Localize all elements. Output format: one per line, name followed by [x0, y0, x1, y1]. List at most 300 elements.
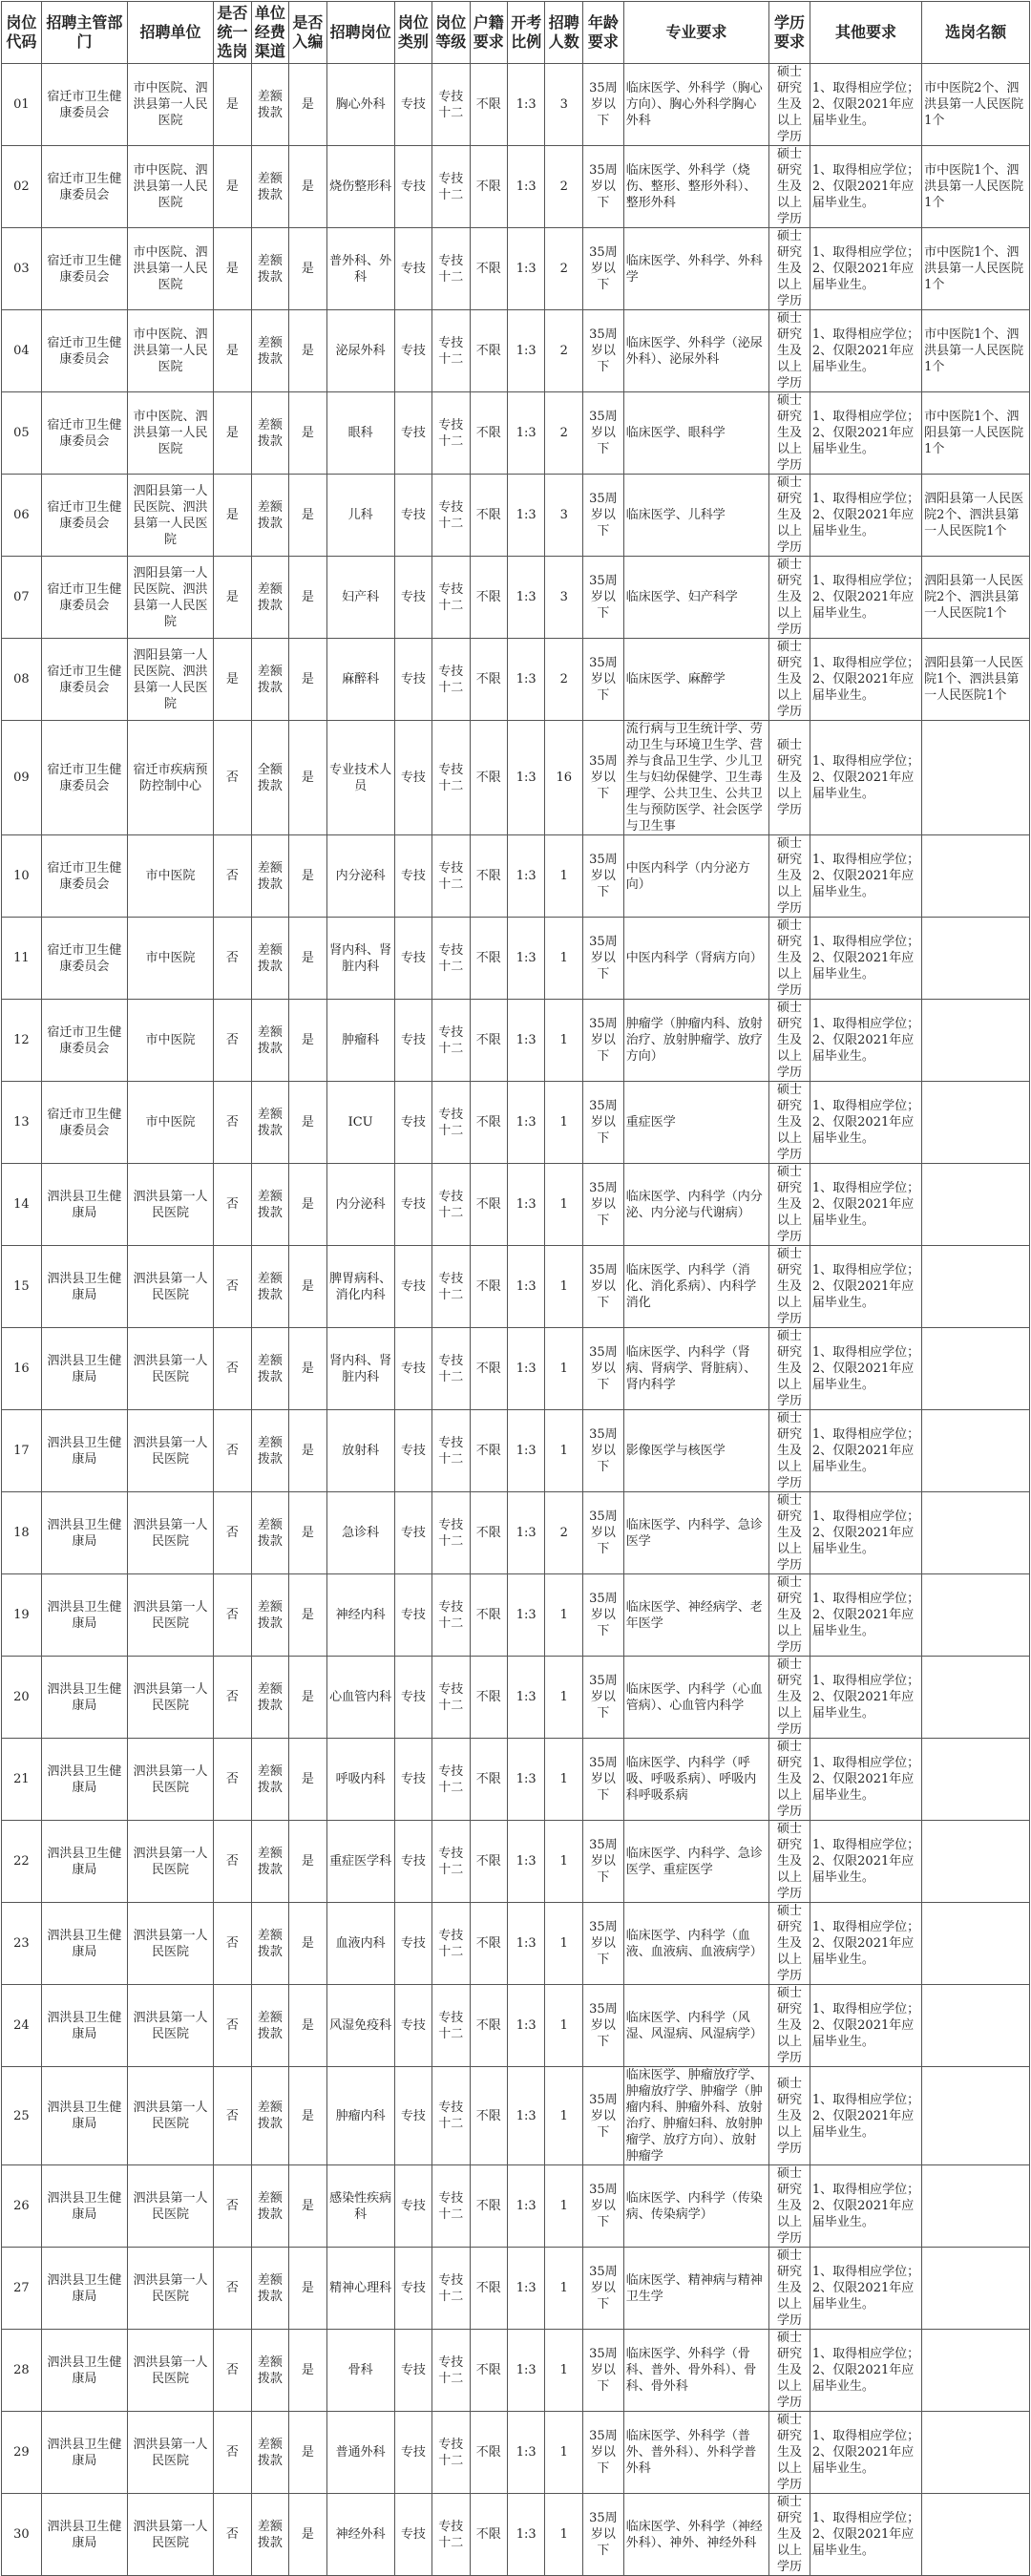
cell-quota [922, 1492, 1030, 1574]
cell-unified: 否 [214, 2330, 251, 2412]
cell-level: 专技十二 [432, 1574, 470, 1657]
cell-num: 1 [545, 2248, 582, 2330]
table-body [2, 64, 1030, 2576]
cell-edu: 硕士研究生及以上学历 [769, 2067, 810, 2165]
cell-edu: 硕士研究生及以上学历 [769, 1410, 810, 1492]
cell-unified: 是 [214, 392, 251, 475]
cell-unit: 市中医院、泗洪县第一人民医院 [127, 146, 213, 228]
column-header-cat: 岗位类别 [394, 2, 431, 64]
cell-post: 内分泌科 [326, 835, 394, 918]
cell-level: 专技十二 [432, 1821, 470, 1903]
cell-unit: 泗洪县第一人民医院 [127, 1164, 213, 1246]
cell-cat: 专技 [394, 2067, 431, 2165]
cell-unified: 否 [214, 1821, 251, 1903]
cell-edu: 硕士研究生及以上学历 [769, 228, 810, 310]
cell-unit: 市中医院、泗洪县第一人民医院 [127, 64, 213, 146]
cell-major: 临床医学、外科学（骨科、普外、骨外科）、骨科、骨外科 [623, 2330, 768, 2412]
cell-other: 1、取得相应学位；2、仅限2021年应届毕业生。 [810, 228, 921, 310]
cell-cat: 专技 [394, 2330, 431, 2412]
cell-other: 1、取得相应学位；2、仅限2021年应届毕业生。 [810, 64, 921, 146]
cell-hukou: 不限 [470, 1574, 507, 1657]
cell-funding: 差额拨款 [251, 146, 288, 228]
table-row [2, 1739, 1030, 1821]
cell-other: 1、取得相应学位；2、仅限2021年应届毕业生。 [810, 2067, 921, 2165]
table-row [2, 1492, 1030, 1574]
cell-hukou: 不限 [470, 146, 507, 228]
cell-hukou: 不限 [470, 2067, 507, 2165]
cell-dept: 泗洪县卫生健康局 [41, 1657, 127, 1739]
cell-num: 1 [545, 2165, 582, 2248]
cell-unit: 泗洪县第一人民医院 [127, 2248, 213, 2330]
cell-code: 19 [2, 1574, 42, 1657]
cell-cat: 专技 [394, 557, 431, 639]
cell-funding: 差额拨款 [251, 1164, 288, 1246]
cell-age: 35周岁以下 [582, 146, 623, 228]
cell-age: 35周岁以下 [582, 835, 623, 918]
cell-major: 临床医学、内科学（传染病、传染病学） [623, 2165, 768, 2248]
cell-post: 肿瘤内科 [326, 2067, 394, 2165]
cell-post: 呼吸内科 [326, 1739, 394, 1821]
cell-unit: 泗阳县第一人民医院、泗洪县第一人民医院 [127, 639, 213, 721]
cell-ratio: 1:3 [508, 1492, 545, 1574]
cell-dept: 宿迁市卫生健康委员会 [41, 146, 127, 228]
cell-ratio: 1:3 [508, 310, 545, 392]
cell-quota [922, 2494, 1030, 2576]
cell-hukou: 不限 [470, 2330, 507, 2412]
cell-hukou: 不限 [470, 2412, 507, 2494]
cell-cat: 专技 [394, 2165, 431, 2248]
cell-major: 临床医学、儿科学 [623, 475, 768, 557]
cell-post: 精神心理科 [326, 2248, 394, 2330]
cell-code: 22 [2, 1821, 42, 1903]
cell-major: 临床医学、精神病与精神卫生学 [623, 2248, 768, 2330]
cell-unit: 泗洪县第一人民医院 [127, 1985, 213, 2067]
cell-hukou: 不限 [470, 310, 507, 392]
cell-staff: 是 [289, 1903, 326, 1985]
cell-other: 1、取得相应学位；2、仅限2021年应届毕业生。 [810, 1164, 921, 1246]
cell-staff: 是 [289, 639, 326, 721]
cell-level: 专技十二 [432, 918, 470, 1000]
cell-dept: 宿迁市卫生健康委员会 [41, 392, 127, 475]
table-row [2, 639, 1030, 721]
cell-cat: 专技 [394, 310, 431, 392]
cell-hukou: 不限 [470, 392, 507, 475]
cell-hukou: 不限 [470, 2494, 507, 2576]
cell-cat: 专技 [394, 835, 431, 918]
cell-ratio: 1:3 [508, 1985, 545, 2067]
cell-dept: 宿迁市卫生健康委员会 [41, 639, 127, 721]
cell-unified: 否 [214, 1985, 251, 2067]
table-row [2, 835, 1030, 918]
column-header-funding: 单位经费渠道 [251, 2, 288, 64]
cell-funding: 差额拨款 [251, 2494, 288, 2576]
cell-dept: 泗洪县卫生健康局 [41, 1246, 127, 1328]
cell-hukou: 不限 [470, 639, 507, 721]
cell-age: 35周岁以下 [582, 1821, 623, 1903]
cell-major: 临床医学、内科学（消化、消化系病）、内科学消化 [623, 1246, 768, 1328]
cell-unit: 泗洪县第一人民医院 [127, 2412, 213, 2494]
cell-post: 血液内科 [326, 1903, 394, 1985]
cell-unified: 否 [214, 2067, 251, 2165]
cell-staff: 是 [289, 1328, 326, 1410]
cell-funding: 差额拨款 [251, 2412, 288, 2494]
cell-edu: 硕士研究生及以上学历 [769, 2330, 810, 2412]
cell-edu: 硕士研究生及以上学历 [769, 2494, 810, 2576]
cell-quota [922, 918, 1030, 1000]
cell-post: 神经外科 [326, 2494, 394, 2576]
cell-unified: 否 [214, 1574, 251, 1657]
cell-num: 3 [545, 475, 582, 557]
cell-unified: 否 [214, 1246, 251, 1328]
cell-edu: 硕士研究生及以上学历 [769, 1164, 810, 1246]
cell-age: 35周岁以下 [582, 2248, 623, 2330]
cell-num: 1 [545, 1739, 582, 1821]
cell-code: 01 [2, 64, 42, 146]
cell-edu: 硕士研究生及以上学历 [769, 392, 810, 475]
cell-edu: 硕士研究生及以上学历 [769, 1739, 810, 1821]
cell-level: 专技十二 [432, 1410, 470, 1492]
cell-cat: 专技 [394, 2412, 431, 2494]
cell-dept: 泗洪县卫生健康局 [41, 1410, 127, 1492]
cell-edu: 硕士研究生及以上学历 [769, 146, 810, 228]
cell-funding: 差额拨款 [251, 310, 288, 392]
cell-ratio: 1:3 [508, 1000, 545, 1082]
cell-major: 临床医学、内科学（风湿、风湿病、风湿病学） [623, 1985, 768, 2067]
cell-num: 2 [545, 1492, 582, 1574]
cell-dept: 泗洪县卫生健康局 [41, 1821, 127, 1903]
cell-unified: 否 [214, 2494, 251, 2576]
cell-age: 35周岁以下 [582, 1657, 623, 1739]
cell-num: 1 [545, 1000, 582, 1082]
cell-age: 35周岁以下 [582, 1903, 623, 1985]
cell-cat: 专技 [394, 1000, 431, 1082]
cell-quota: 泗阳县第一人民医院2个、泗洪县第一人民医院1个 [922, 557, 1030, 639]
cell-age: 35周岁以下 [582, 1985, 623, 2067]
cell-cat: 专技 [394, 64, 431, 146]
cell-funding: 差额拨款 [251, 1246, 288, 1328]
cell-ratio: 1:3 [508, 228, 545, 310]
cell-unified: 否 [214, 1000, 251, 1082]
cell-cat: 专技 [394, 392, 431, 475]
cell-post: 骨科 [326, 2330, 394, 2412]
table-row [2, 918, 1030, 1000]
cell-age: 35周岁以下 [582, 1410, 623, 1492]
cell-cat: 专技 [394, 2248, 431, 2330]
cell-ratio: 1:3 [508, 1164, 545, 1246]
cell-ratio: 1:3 [508, 1082, 545, 1164]
cell-level: 专技十二 [432, 2248, 470, 2330]
cell-code: 12 [2, 1000, 42, 1082]
cell-code: 03 [2, 228, 42, 310]
cell-unified: 否 [214, 2248, 251, 2330]
cell-age: 35周岁以下 [582, 310, 623, 392]
cell-other: 1、取得相应学位；2、仅限2021年应届毕业生。 [810, 2330, 921, 2412]
cell-dept: 宿迁市卫生健康委员会 [41, 918, 127, 1000]
cell-unified: 否 [214, 1492, 251, 1574]
cell-funding: 差额拨款 [251, 1739, 288, 1821]
cell-cat: 专技 [394, 721, 431, 835]
cell-funding: 全额拨款 [251, 721, 288, 835]
cell-hukou: 不限 [470, 918, 507, 1000]
cell-post: 脾胃病科、消化内科 [326, 1246, 394, 1328]
column-header-unified: 是否统一选岗 [214, 2, 251, 64]
cell-cat: 专技 [394, 1492, 431, 1574]
column-header-unit: 招聘单位 [127, 2, 213, 64]
cell-unified: 是 [214, 557, 251, 639]
cell-staff: 是 [289, 2330, 326, 2412]
cell-ratio: 1:3 [508, 2165, 545, 2248]
cell-other: 1、取得相应学位；2、仅限2021年应届毕业生。 [810, 310, 921, 392]
cell-num: 1 [545, 1328, 582, 1410]
cell-unified: 否 [214, 918, 251, 1000]
cell-unified: 否 [214, 835, 251, 918]
table-row [2, 1246, 1030, 1328]
table-header [2, 2, 1030, 64]
cell-post: 肿瘤科 [326, 1000, 394, 1082]
cell-cat: 专技 [394, 1903, 431, 1985]
cell-funding: 差额拨款 [251, 64, 288, 146]
table-row [2, 721, 1030, 835]
cell-post: 儿科 [326, 475, 394, 557]
cell-unified: 是 [214, 146, 251, 228]
cell-staff: 是 [289, 2412, 326, 2494]
cell-level: 专技十二 [432, 392, 470, 475]
cell-ratio: 1:3 [508, 2412, 545, 2494]
cell-edu: 硕士研究生及以上学历 [769, 1000, 810, 1082]
cell-code: 26 [2, 2165, 42, 2248]
cell-quota [922, 1082, 1030, 1164]
cell-age: 35周岁以下 [582, 1739, 623, 1821]
cell-post: 心血管内科 [326, 1657, 394, 1739]
cell-major: 临床医学、外科学（普外、普外科）、外科学普外科 [623, 2412, 768, 2494]
cell-age: 35周岁以下 [582, 2494, 623, 2576]
cell-other: 1、取得相应学位；2、仅限2021年应届毕业生。 [810, 2165, 921, 2248]
cell-major: 中医内科学（内分泌方向） [623, 835, 768, 918]
cell-dept: 宿迁市卫生健康委员会 [41, 475, 127, 557]
cell-unit: 泗洪县第一人民医院 [127, 1574, 213, 1657]
cell-funding: 差额拨款 [251, 2067, 288, 2165]
cell-funding: 差额拨款 [251, 1492, 288, 1574]
cell-quota [922, 1821, 1030, 1903]
cell-cat: 专技 [394, 228, 431, 310]
cell-hukou: 不限 [470, 64, 507, 146]
cell-num: 1 [545, 2067, 582, 2165]
cell-hukou: 不限 [470, 1985, 507, 2067]
cell-post: 感染性疾病科 [326, 2165, 394, 2248]
cell-staff: 是 [289, 1082, 326, 1164]
cell-post: 泌尿外科 [326, 310, 394, 392]
table-row [2, 2248, 1030, 2330]
cell-edu: 硕士研究生及以上学历 [769, 918, 810, 1000]
column-header-hukou: 户籍要求 [470, 2, 507, 64]
cell-dept: 泗洪县卫生健康局 [41, 1985, 127, 2067]
cell-funding: 差额拨款 [251, 2165, 288, 2248]
cell-staff: 是 [289, 1985, 326, 2067]
cell-quota [922, 1000, 1030, 1082]
cell-num: 1 [545, 1985, 582, 2067]
cell-ratio: 1:3 [508, 392, 545, 475]
cell-level: 专技十二 [432, 835, 470, 918]
cell-code: 18 [2, 1492, 42, 1574]
cell-edu: 硕士研究生及以上学历 [769, 1492, 810, 1574]
cell-quota [922, 1246, 1030, 1328]
cell-staff: 是 [289, 392, 326, 475]
cell-age: 35周岁以下 [582, 721, 623, 835]
cell-ratio: 1:3 [508, 2494, 545, 2576]
cell-post: 麻醉科 [326, 639, 394, 721]
cell-unit: 泗阳县第一人民医院、泗洪县第一人民医院 [127, 557, 213, 639]
cell-num: 2 [545, 146, 582, 228]
cell-level: 专技十二 [432, 2165, 470, 2248]
column-header-ratio: 开考比例 [508, 2, 545, 64]
cell-ratio: 1:3 [508, 639, 545, 721]
cell-cat: 专技 [394, 1246, 431, 1328]
cell-level: 专技十二 [432, 1164, 470, 1246]
column-header-other: 其他要求 [810, 2, 921, 64]
cell-code: 13 [2, 1082, 42, 1164]
cell-post: 放射科 [326, 1410, 394, 1492]
cell-level: 专技十二 [432, 475, 470, 557]
cell-quota [922, 1328, 1030, 1410]
cell-num: 1 [545, 1821, 582, 1903]
cell-quota: 市中医院1个、泗洪县第一人民医院1个 [922, 310, 1030, 392]
cell-hukou: 不限 [470, 1739, 507, 1821]
cell-quota [922, 2412, 1030, 2494]
cell-funding: 差额拨款 [251, 557, 288, 639]
cell-quota [922, 1410, 1030, 1492]
cell-quota [922, 1574, 1030, 1657]
cell-cat: 专技 [394, 146, 431, 228]
cell-num: 1 [545, 835, 582, 918]
cell-major: 临床医学、妇产科学 [623, 557, 768, 639]
cell-unit: 泗洪县第一人民医院 [127, 1903, 213, 1985]
cell-cat: 专技 [394, 1657, 431, 1739]
cell-cat: 专技 [394, 1082, 431, 1164]
cell-level: 专技十二 [432, 2494, 470, 2576]
table-row [2, 1574, 1030, 1657]
cell-num: 1 [545, 918, 582, 1000]
cell-unit: 泗洪县第一人民医院 [127, 1410, 213, 1492]
cell-quota [922, 2165, 1030, 2248]
cell-hukou: 不限 [470, 228, 507, 310]
cell-num: 2 [545, 392, 582, 475]
cell-dept: 泗洪县卫生健康局 [41, 1164, 127, 1246]
cell-staff: 是 [289, 1000, 326, 1082]
cell-ratio: 1:3 [508, 1410, 545, 1492]
cell-other: 1、取得相应学位；2、仅限2021年应届毕业生。 [810, 721, 921, 835]
cell-num: 1 [545, 2330, 582, 2412]
cell-edu: 硕士研究生及以上学历 [769, 639, 810, 721]
cell-dept: 宿迁市卫生健康委员会 [41, 557, 127, 639]
cell-unit: 泗阳县第一人民医院、泗洪县第一人民医院 [127, 475, 213, 557]
cell-quota: 泗阳县第一人民医院1个、泗洪县第一人民医院1个 [922, 639, 1030, 721]
cell-quota: 市中医院2个、泗洪县第一人民医院1个 [922, 64, 1030, 146]
cell-level: 专技十二 [432, 1492, 470, 1574]
cell-other: 1、取得相应学位；2、仅限2021年应届毕业生。 [810, 2248, 921, 2330]
cell-edu: 硕士研究生及以上学历 [769, 1985, 810, 2067]
cell-staff: 是 [289, 1164, 326, 1246]
cell-edu: 硕士研究生及以上学历 [769, 2412, 810, 2494]
cell-dept: 泗洪县卫生健康局 [41, 2248, 127, 2330]
cell-level: 专技十二 [432, 1985, 470, 2067]
cell-dept: 宿迁市卫生健康委员会 [41, 228, 127, 310]
cell-unit: 宿迁市疾病预防控制中心 [127, 721, 213, 835]
cell-ratio: 1:3 [508, 2067, 545, 2165]
cell-num: 1 [545, 1082, 582, 1164]
cell-staff: 是 [289, 64, 326, 146]
cell-unified: 是 [214, 228, 251, 310]
cell-other: 1、取得相应学位；2、仅限2021年应届毕业生。 [810, 557, 921, 639]
cell-other: 1、取得相应学位；2、仅限2021年应届毕业生。 [810, 2494, 921, 2576]
cell-staff: 是 [289, 2248, 326, 2330]
cell-age: 35周岁以下 [582, 228, 623, 310]
column-header-post: 招聘岗位 [326, 2, 394, 64]
cell-level: 专技十二 [432, 2412, 470, 2494]
cell-age: 35周岁以下 [582, 475, 623, 557]
cell-code: 17 [2, 1410, 42, 1492]
cell-major: 临床医学、内科学、急诊医学、重症医学 [623, 1821, 768, 1903]
cell-ratio: 1:3 [508, 1657, 545, 1739]
cell-age: 35周岁以下 [582, 1082, 623, 1164]
table-row [2, 228, 1030, 310]
table-row [2, 1328, 1030, 1410]
cell-ratio: 1:3 [508, 1739, 545, 1821]
cell-unit: 市中医院、泗洪县第一人民医院 [127, 310, 213, 392]
cell-major: 临床医学、外科学（烧伤、整形、整形外科）、整形外科 [623, 146, 768, 228]
cell-major: 临床医学、内科学（心血管病）、心血管内科学 [623, 1657, 768, 1739]
cell-unified: 否 [214, 2412, 251, 2494]
cell-edu: 硕士研究生及以上学历 [769, 1821, 810, 1903]
cell-cat: 专技 [394, 1739, 431, 1821]
cell-other: 1、取得相应学位；2、仅限2021年应届毕业生。 [810, 1574, 921, 1657]
cell-funding: 差额拨款 [251, 1410, 288, 1492]
table-row [2, 1985, 1030, 2067]
table-row [2, 2412, 1030, 2494]
cell-dept: 泗洪县卫生健康局 [41, 2165, 127, 2248]
cell-unified: 否 [214, 1328, 251, 1410]
cell-age: 35周岁以下 [582, 1492, 623, 1574]
cell-other: 1、取得相应学位；2、仅限2021年应届毕业生。 [810, 1657, 921, 1739]
column-header-age: 年龄要求 [582, 2, 623, 64]
cell-dept: 宿迁市卫生健康委员会 [41, 721, 127, 835]
cell-staff: 是 [289, 1657, 326, 1739]
cell-edu: 硕士研究生及以上学历 [769, 1246, 810, 1328]
cell-cat: 专技 [394, 1410, 431, 1492]
cell-unit: 市中医院、泗洪县第一人民医院 [127, 392, 213, 475]
cell-code: 25 [2, 2067, 42, 2165]
cell-post: 妇产科 [326, 557, 394, 639]
cell-ratio: 1:3 [508, 557, 545, 639]
cell-dept: 泗洪县卫生健康局 [41, 1739, 127, 1821]
cell-post: 急诊科 [326, 1492, 394, 1574]
cell-cat: 专技 [394, 1328, 431, 1410]
cell-age: 35周岁以下 [582, 2412, 623, 2494]
cell-unified: 否 [214, 1739, 251, 1821]
recruitment-table [1, 1, 1030, 2576]
cell-major: 临床医学、内科学、急诊医学 [623, 1492, 768, 1574]
cell-code: 27 [2, 2248, 42, 2330]
cell-cat: 专技 [394, 475, 431, 557]
cell-code: 24 [2, 1985, 42, 2067]
cell-hukou: 不限 [470, 721, 507, 835]
cell-unified: 是 [214, 475, 251, 557]
cell-quota [922, 2248, 1030, 2330]
cell-unit: 泗洪县第一人民医院 [127, 2494, 213, 2576]
table-row [2, 1000, 1030, 1082]
cell-unit: 市中医院 [127, 1082, 213, 1164]
cell-funding: 差额拨款 [251, 1985, 288, 2067]
cell-hukou: 不限 [470, 1246, 507, 1328]
